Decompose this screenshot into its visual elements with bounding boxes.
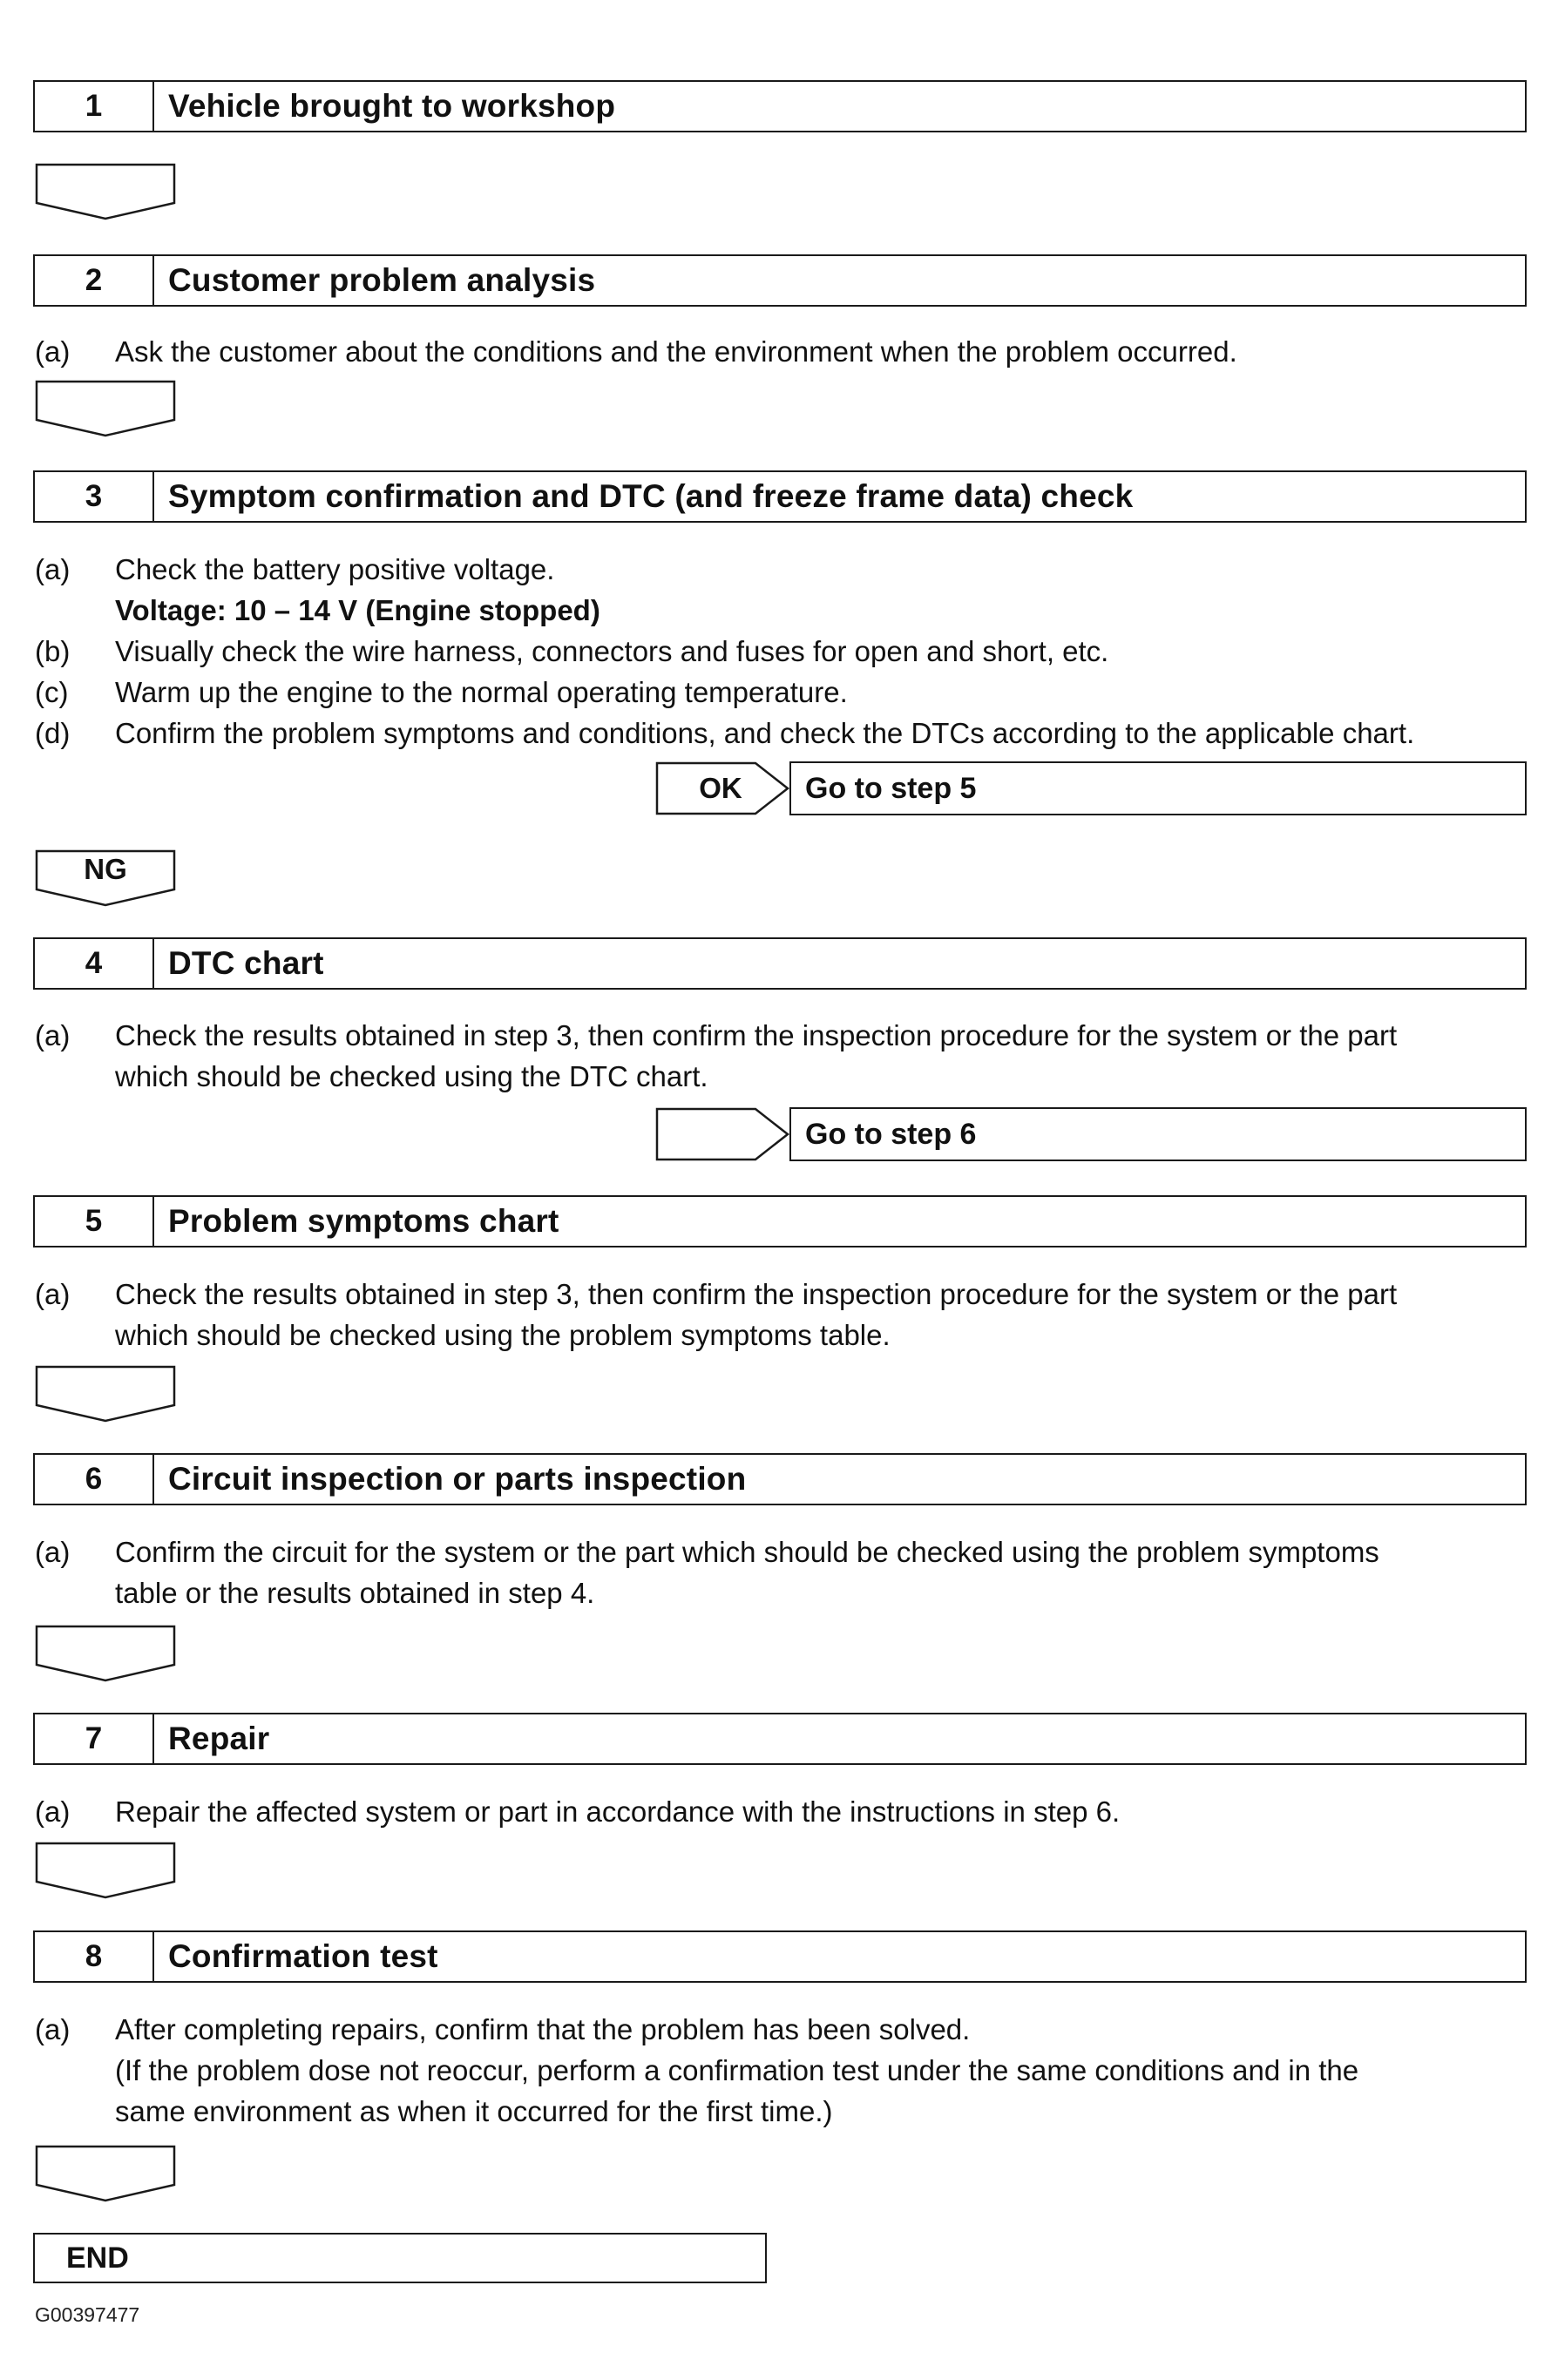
item-text: Confirm the circuit for the system or the part which should be checked using the problem symptoms — [115, 1536, 1379, 1568]
item-text-continued: same environment as when it occurred for the first time.) — [115, 2095, 833, 2127]
go-to-step-box: Go to step 5 — [789, 761, 1527, 815]
voltage-spec: Voltage: 10 – 14 V (Engine stopped) — [115, 594, 600, 626]
step-7-header — [33, 1713, 1527, 1765]
item-label: (a) — [35, 1278, 71, 1310]
step-title: Circuit inspection or parts inspection — [168, 1461, 747, 1497]
flow-arrow-down — [35, 380, 176, 437]
figure-id: G00397477 — [35, 2303, 140, 2326]
item-label: (a) — [35, 2013, 71, 2045]
step-3-item-c — [35, 672, 1534, 713]
end-box: END — [33, 2233, 767, 2283]
item-label: (a) — [35, 553, 71, 585]
item-text: After completing repairs, confirm that the problem has been solved. — [115, 2013, 971, 2045]
step-title: Customer problem analysis — [168, 262, 596, 298]
item-text: Check the results obtained in step 3, then confirm the inspection procedure for the system or the part — [115, 1278, 1398, 1310]
step-1-header — [33, 80, 1527, 132]
step-number: 7 — [35, 1714, 154, 1763]
ng-flow-arrow — [35, 849, 176, 907]
step-7-item-a — [35, 1791, 1534, 1832]
ok-branch — [655, 761, 1527, 815]
item-text-continued: which should be checked using the DTC chart. — [115, 1060, 708, 1092]
step-3-item-d — [35, 713, 1534, 754]
step-4-header — [33, 937, 1527, 990]
branch-label — [673, 1107, 769, 1161]
flow-arrow-down — [35, 2145, 176, 2202]
item-text: Visually check the wire harness, connectors and fuses for open and short, etc. — [115, 635, 1109, 667]
item-label: (a) — [35, 1795, 71, 1828]
item-text: Repair the affected system or part in accordance with the instructions in step 6. — [115, 1795, 1121, 1828]
item-text: Warm up the engine to the normal operating temperature. — [115, 676, 848, 708]
item-label: (a) — [35, 1019, 71, 1051]
step-title: DTC chart — [168, 945, 324, 981]
step-title: Confirmation test — [168, 1938, 438, 1974]
item-text: Confirm the problem symptoms and conditions, and check the DTCs according to the applicable chart. — [115, 717, 1415, 749]
step-3-header — [33, 470, 1527, 523]
step-8-header — [33, 1930, 1527, 1983]
step-number: 8 — [35, 1932, 154, 1981]
step-2-item-a — [35, 331, 1534, 372]
step-title: Symptom confirmation and DTC (and freeze frame data) check — [168, 478, 1134, 514]
step-4-item-a — [35, 1015, 1534, 1056]
item-text: Ask the customer about the conditions and the environment when the problem occurred. — [115, 335, 1237, 368]
item-text: Check the results obtained in step 3, then confirm the inspection procedure for the system or the part — [115, 1019, 1398, 1051]
step-number: 2 — [35, 256, 154, 305]
step-number: 5 — [35, 1197, 154, 1246]
step-number: 1 — [35, 82, 154, 131]
item-text-continued: (If the problem dose not reoccur, perform a confirmation test under the same conditions and in the — [115, 2054, 1359, 2086]
item-label: (a) — [35, 335, 71, 368]
flow-arrow-down — [35, 163, 176, 220]
item-label: (a) — [35, 1536, 71, 1568]
item-label: (b) — [35, 635, 71, 667]
item-text-continued: table or the results obtained in step 4. — [115, 1577, 595, 1609]
step-3-item-a — [35, 549, 1534, 590]
step-8-item-a — [35, 2009, 1534, 2050]
flow-arrow-down — [35, 1625, 176, 1682]
next-branch — [655, 1107, 1527, 1161]
step-number: 6 — [35, 1455, 154, 1504]
step-3-item-b — [35, 631, 1534, 672]
step-title: Repair — [168, 1721, 270, 1756]
flow-arrow-down — [35, 1842, 176, 1899]
flow-arrow-down — [35, 1365, 176, 1423]
item-text-continued: which should be checked using the problem symptoms table. — [115, 1319, 891, 1351]
step-5-header — [33, 1195, 1527, 1247]
step-5-item-a — [35, 1274, 1534, 1315]
step-number: 4 — [35, 939, 154, 988]
step-title: Problem symptoms chart — [168, 1203, 559, 1239]
step-6-header — [33, 1453, 1527, 1505]
item-label: (c) — [35, 676, 69, 708]
step-6-item-a — [35, 1531, 1534, 1572]
arrow-label: NG — [84, 853, 127, 885]
branch-label: OK — [699, 772, 742, 804]
step-2-header — [33, 254, 1527, 307]
step-title: Vehicle brought to workshop — [168, 88, 616, 124]
step-number: 3 — [35, 472, 154, 521]
go-to-step-box: Go to step 6 — [789, 1107, 1527, 1161]
item-label: (d) — [35, 717, 71, 749]
item-text: Check the battery positive voltage. — [115, 553, 555, 585]
